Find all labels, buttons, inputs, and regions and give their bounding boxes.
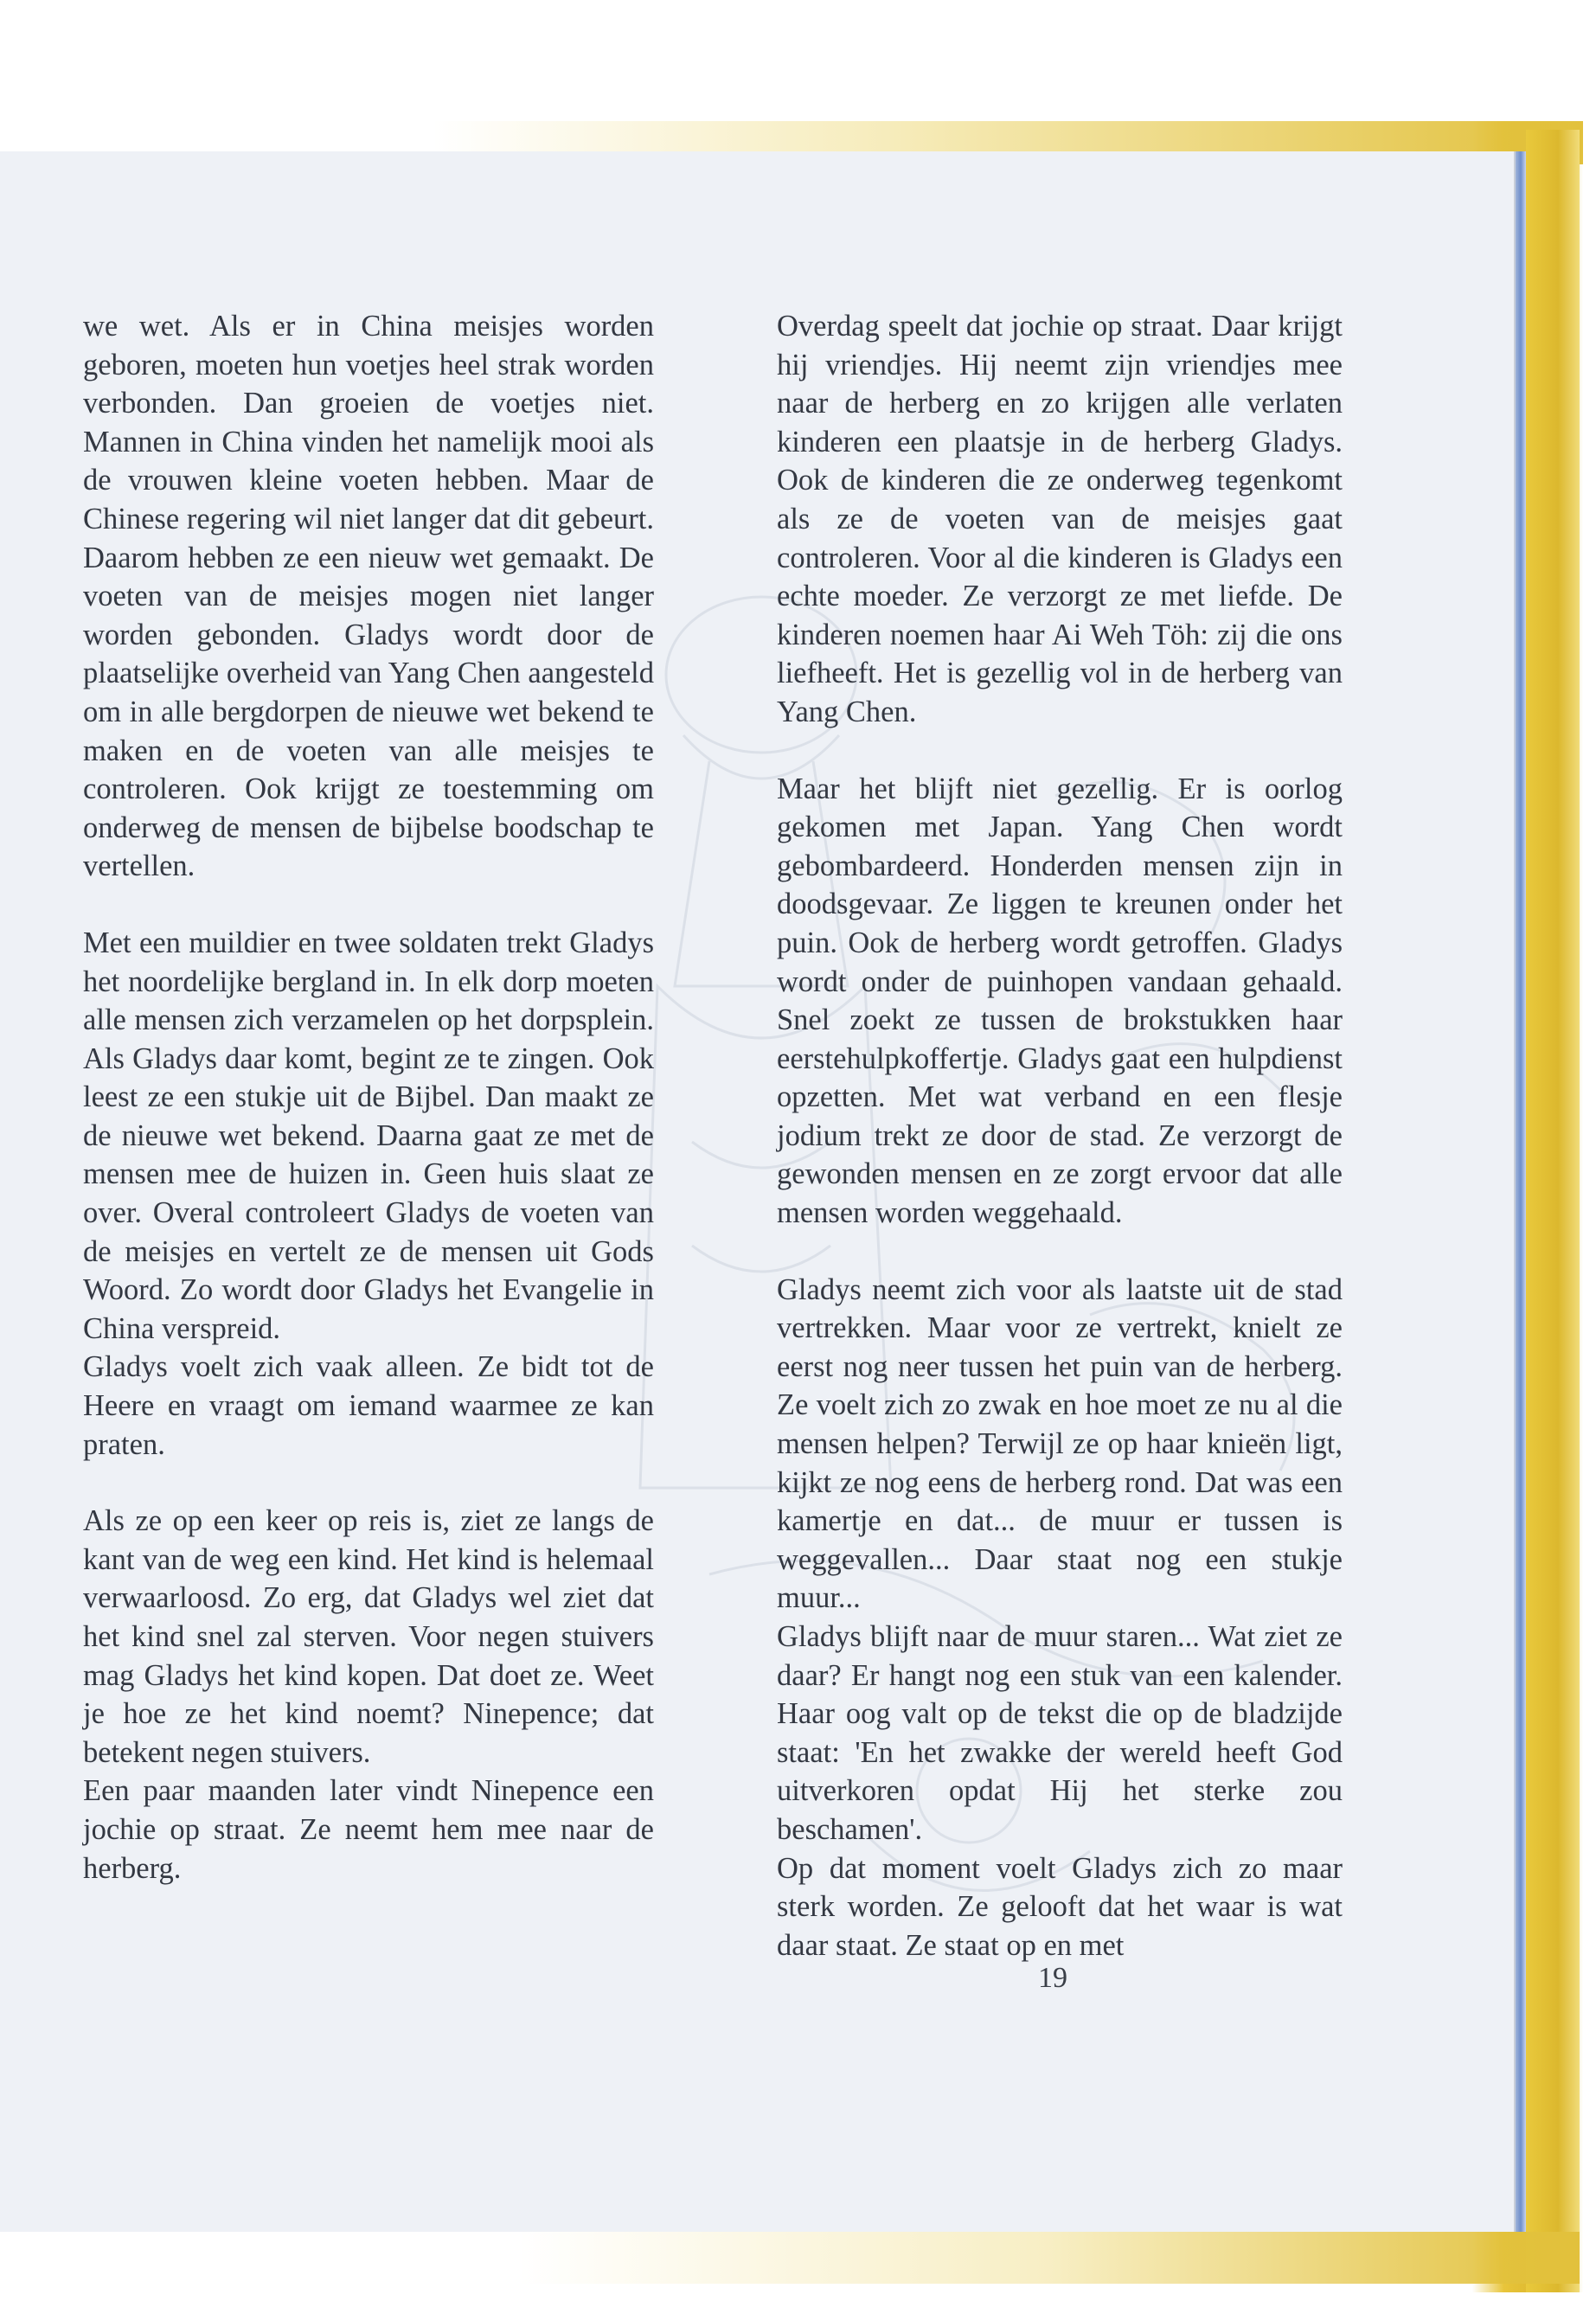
paragraph: we wet. Als er in China meisjes worden geboren, moeten hun voetjes heel strak worden verbonden. Dan groeien de voetjes niet. Mannen in China vinden het namelijk mooi als de vrouwen kleine voeten hebben. Maar de Chinese regering wil niet langer dat dit gebeurt. Daarom hebben ze een nieuw wet gemaakt. De voeten van de meisjes mogen niet langer worden gebonden. Gladys wordt door de plaatselijke overheid van Yang Chen aangesteld om in alle bergdorpen de nieuwe wet bekend te maken en de voeten van alle meisjes te controleren. Ook krijgt ze toestemming om onderweg de mensen de bijbelse boodschap te vertellen.: [83, 310, 654, 883]
book-cover-bottom-edge: [519, 2232, 1580, 2284]
page-number: 19: [1038, 1962, 1067, 1994]
paragraph: Op dat moment voelt Gladys zich zo maar sterk worden. Ze gelooft dat het waar is wat daar staat. Ze staat op en met: [777, 1851, 1343, 1962]
paragraph: Maar het blijft niet gezellig. Er is oorlog gekomen met Japan. Yang Chen wordt gebombardeerd. Honderden mensen zijn in doodsgevaar. Ze liggen te kreunen onder het puin. Ook de herberg wordt getroffen. Gladys wordt onder de puinhopen vandaan gehaald. Snel zoekt ze tussen de brokstukken haar eerstehulpkoffertje. Gladys gaat een hulpdienst opzetten. Met wat verband en een flesje jodium trekt ze door de stad. Ze verzorgt de gewonden mensen en ze zorgt ervoor dat alle mensen worden weggehaald.: [777, 772, 1343, 1230]
paragraph: Als ze op een keer op reis is, ziet ze langs de kant van de weg een kind. Het kind is helemaal verwaarloosd. Zo erg, dat Gladys wel ziet dat het kind snel zal sterven. Voor negen stuivers mag Gladys het kind kopen. Dat doet ze. Weet je hoe ze het kind noemt? Ninepence; dat betekent negen stuivers.: [83, 1504, 654, 1769]
page-edge-blue: [1516, 151, 1526, 2232]
paragraph: Met een muildier en twee soldaten trekt Gladys het noordelijke bergland in. In elk dorp moeten alle mensen zich verzamelen op het dorpsplein. Als Gladys daar komt, begint ze te zingen. Ook leest ze een stukje uit de Bijbel. Dan maakt ze de nieuwe wet bekend. Daarna gaat ze met de mensen mee de huizen in. Geen huis slaat ze over. Overal controleert Gladys de voeten van de meisjes en vertelt ze de mensen uit Gods Woord. Zo wordt door Gladys het Evangelie in China verspreid.: [83, 926, 654, 1345]
paragraph: Overdag speelt dat jochie op straat. Daar krijgt hij vriendjes. Hij neemt zijn vriendjes mee naar de herberg en zo krijgen alle verlaten kinderen een plaatsje in de herberg Gladys. Ook de kinderen die ze onderweg tegenkomt als ze de voeten van de meisjes gaat controleren. Voor al die kinderen is Gladys een echte moeder. Ze verzorgt ze met liefde. De kinderen noemen haar Ai Weh Töh: zij die ons liefheeft. Het is gezellig vol in de herberg van Yang Chen.: [777, 310, 1343, 728]
left-text-column: [83, 307, 654, 1888]
right-text-column: [777, 307, 1343, 1965]
paragraph: Gladys blijft naar de muur staren... Wat ziet ze daar? Er hangt nog een stuk van een kalender. Haar oog valt op de tekst die op de bladzijde staat: 'En het zwakke der wereld heeft God uitverkoren opdat Hij het sterke zou beschamen'.: [777, 1620, 1343, 1846]
book-cover-right-edge: [1526, 130, 1580, 2292]
paragraph: Gladys voelt zich vaak alleen. Ze bidt tot de Heere en vraagt om iemand waarmee ze kan praten.: [83, 1350, 654, 1461]
paragraph: Gladys neemt zich voor als laatste uit de stad vertrekken. Maar voor ze vertrekt, knielt ze eerst nog neer tussen het puin van de herberg. Ze voelt zich zo zwak en hoe moet ze nu al die mensen helpen? Terwijl ze op haar knieën ligt, kijkt ze nog eens de herberg rond. Dat was een kamertje en dat... de muur er tussen is weggevallen... Daar staat nog een stukje muur...: [777, 1272, 1343, 1615]
paragraph: Een paar maanden later vindt Ninepence een jochie op straat. Ze neemt hem mee naar de herberg.: [83, 1774, 654, 1885]
